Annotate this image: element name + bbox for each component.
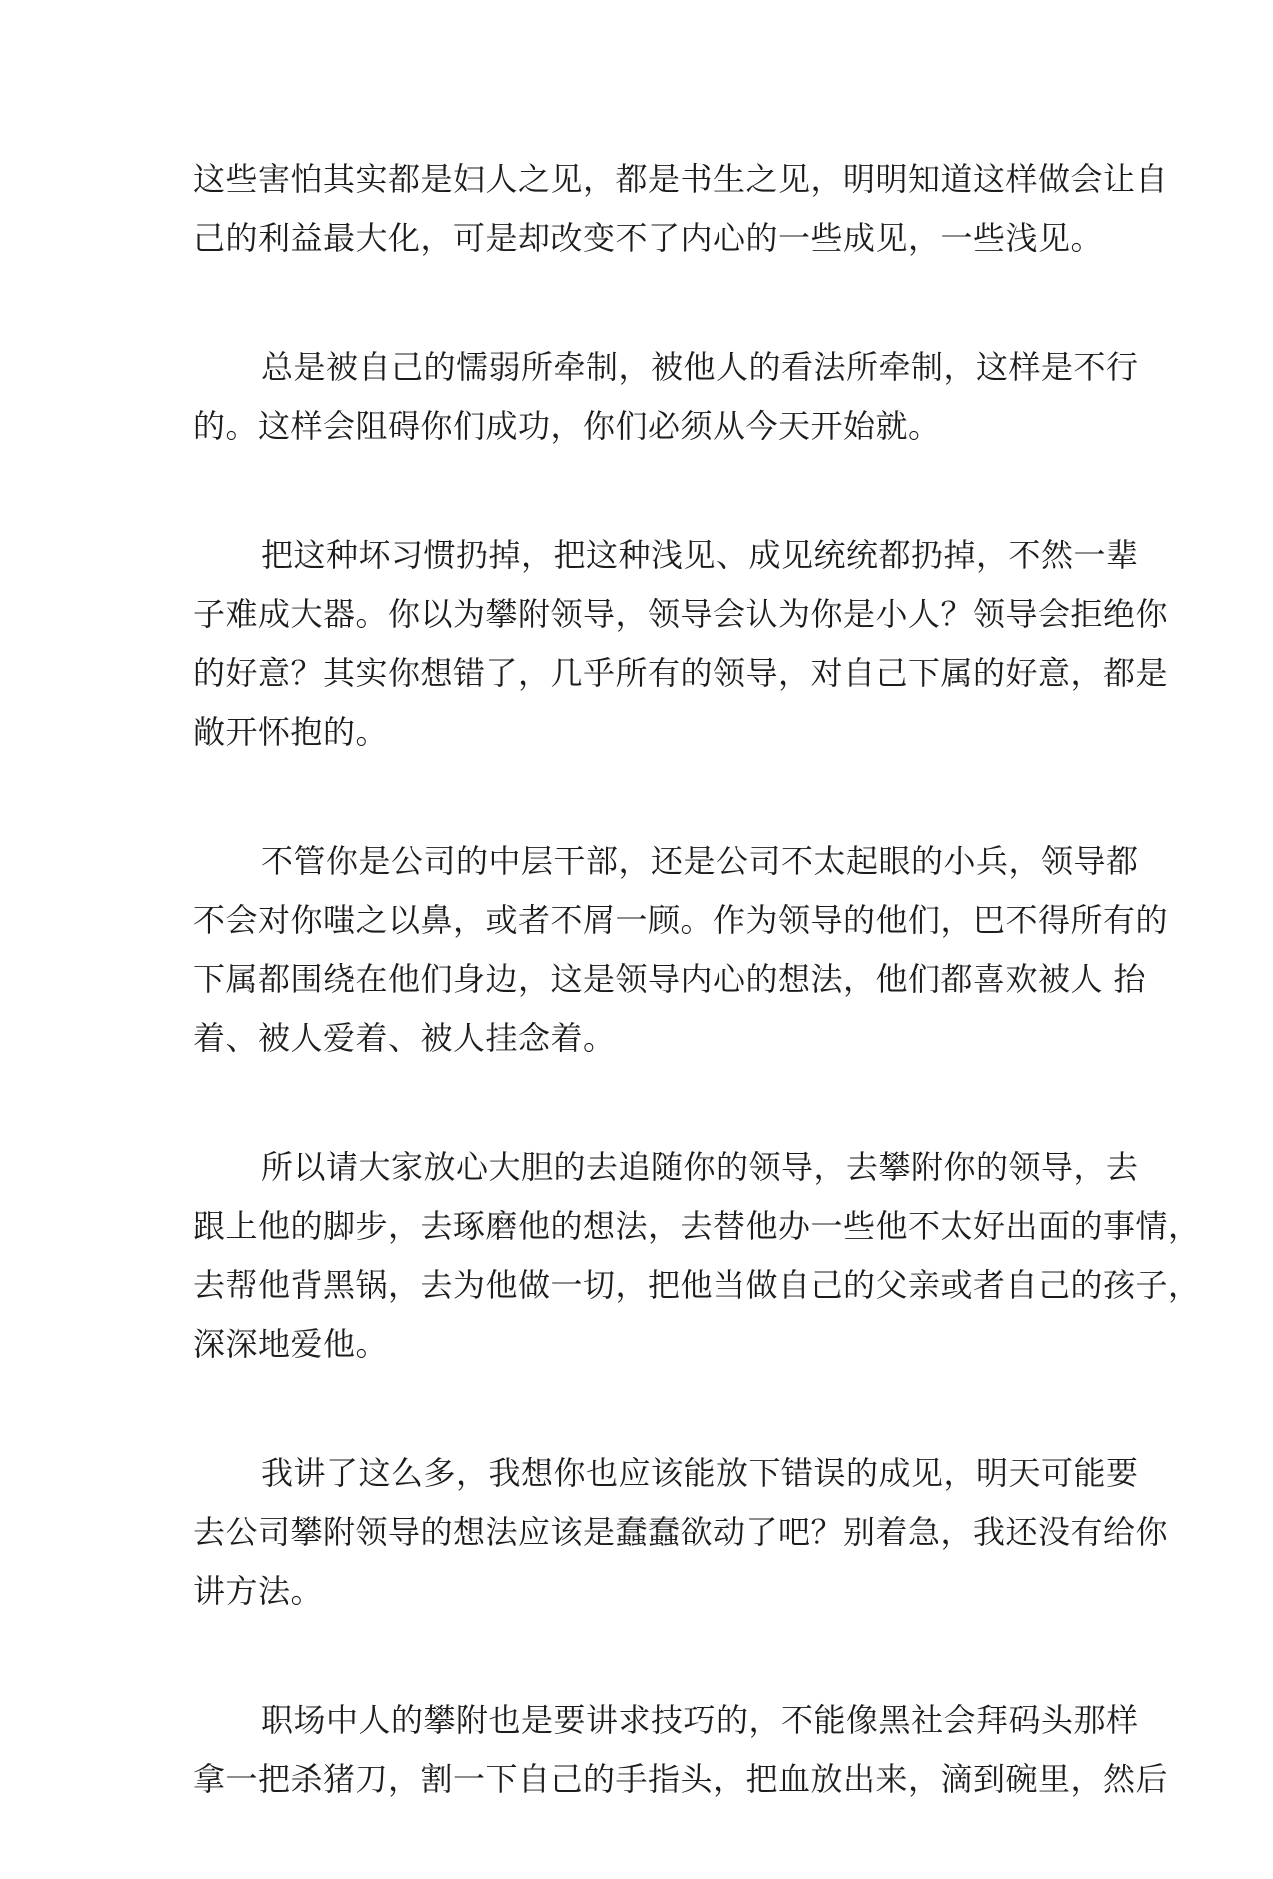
paragraph <box>193 526 1169 762</box>
text-line: 着、被人爱着、被人挂念着。 <box>193 1019 616 1057</box>
document-body <box>193 150 1201 1879</box>
text-line: 深深地爱他。 <box>193 1325 389 1363</box>
text-line: 把这种坏习惯扔掉，把这种浅见、成见统统都扔掉，不然一辈 <box>261 536 1139 574</box>
text-line: 拿一把杀猪刀，割一下自己的手指头，把血放出来，滴到碗里，然后 <box>193 1760 1169 1798</box>
paragraph <box>193 338 1139 456</box>
text-line: 己的利益最大化，可是却改变不了内心的一些成见，一些浅见。 <box>193 219 1104 257</box>
text-line: 去帮他背黑锅，去为他做一切，把他当做自己的父亲或者自己的孩子， <box>193 1266 1201 1304</box>
text-line: 不管你是公司的中层干部，还是公司不太起眼的小兵，领导都 <box>261 842 1139 880</box>
text-line: 去公司攀附领导的想法应该是蠢蠢欲动了吧？别着急，我还没有给你 <box>193 1513 1169 1551</box>
text-line: 跟上他的脚步，去琢磨他的想法，去替他办一些他不太好出面的事情， <box>193 1207 1201 1245</box>
text-line: 下属都围绕在他们身边，这是领导内心的想法，他们都喜欢被人 抬 <box>193 960 1147 998</box>
text-line: 总是被自己的懦弱所牵制，被他人的看法所牵制，这样是不行 <box>261 348 1139 386</box>
text-line: 敞开怀抱的。 <box>193 713 389 751</box>
paragraph <box>193 832 1169 1068</box>
text-line: 职场中人的攀附也是要讲求技巧的，不能像黑社会拜码头那样 <box>261 1701 1139 1739</box>
text-line: 我讲了这么多，我想你也应该能放下错误的成见，明天可能要 <box>261 1454 1139 1492</box>
text-line: 不会对你嗤之以鼻，或者不屑一顾。作为领导的他们，巴不得所有的 <box>193 901 1169 939</box>
text-line: 所以请大家放心大胆的去追随你的领导，去攀附你的领导，去 <box>261 1148 1139 1186</box>
text-line: 子难成大器。你以为攀附领导，领导会认为你是小人？领导会拒绝你 <box>193 595 1169 633</box>
paragraph <box>193 1138 1201 1374</box>
paragraph <box>193 1691 1169 1809</box>
text-line: 的。这样会阻碍你们成功，你们必须从今天开始就。 <box>193 407 941 445</box>
paragraph <box>193 150 1169 268</box>
text-line: 讲方法。 <box>193 1572 324 1610</box>
text-line: 这些害怕其实都是妇人之见，都是书生之见，明明知道这样做会让自 <box>193 160 1169 198</box>
text-line: 的好意？其实你想错了，几乎所有的领导，对自己下属的好意，都是 <box>193 654 1169 692</box>
paragraph <box>193 1444 1169 1621</box>
